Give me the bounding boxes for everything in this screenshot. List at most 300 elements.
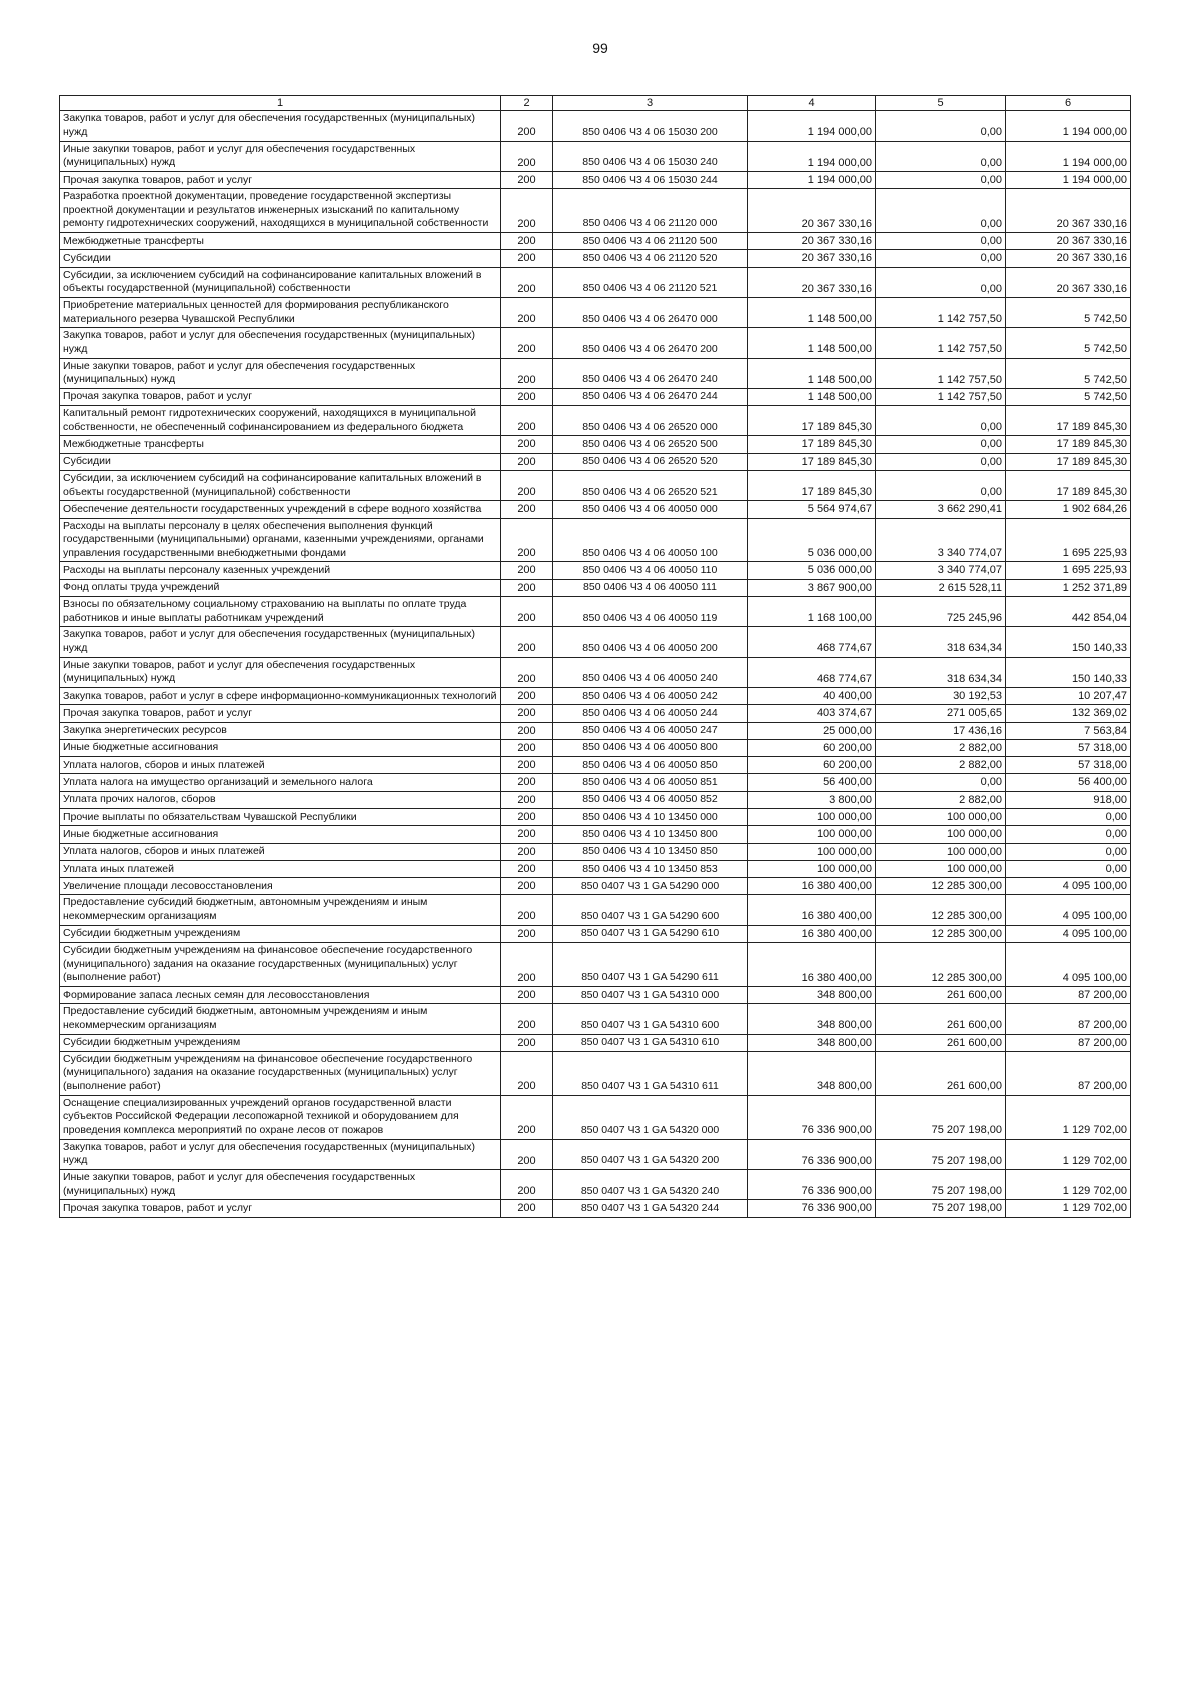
row-description: Закупка товаров, работ и услуг для обеспечения государственных (муниципальных) нужд	[60, 328, 501, 358]
row-amount-col6: 1 902 684,26	[1006, 501, 1131, 518]
column-header: 4	[748, 96, 876, 111]
table-row	[60, 627, 1131, 657]
row-amount-col5: 0,00	[876, 233, 1006, 250]
row-description: Уплата налогов, сборов и иных платежей	[60, 843, 501, 860]
row-amount-col6: 20 367 330,16	[1006, 250, 1131, 267]
row-classification-code: 850 0407 Ч3 1 GA 54290 600	[553, 895, 748, 925]
row-classification-code: 850 0406 Ч3 4 06 40050 850	[553, 757, 748, 774]
row-code-col2: 200	[501, 1095, 553, 1139]
row-amount-col5: 2 882,00	[876, 739, 1006, 756]
row-amount-col5: 3 662 290,41	[876, 501, 1006, 518]
row-code-col2: 200	[501, 1004, 553, 1034]
row-code-col2: 200	[501, 687, 553, 704]
row-code-col2: 200	[501, 774, 553, 791]
row-amount-col4: 5 564 974,67	[748, 501, 876, 518]
row-description: Межбюджетные трансферты	[60, 233, 501, 250]
row-amount-col5: 0,00	[876, 470, 1006, 500]
table-row	[60, 1051, 1131, 1095]
row-classification-code: 850 0406 Ч3 4 06 26470 240	[553, 358, 748, 388]
row-amount-col6: 17 189 845,30	[1006, 453, 1131, 470]
row-amount-col4: 17 189 845,30	[748, 406, 876, 436]
row-description: Межбюджетные трансферты	[60, 436, 501, 453]
row-amount-col4: 56 400,00	[748, 774, 876, 791]
row-amount-col6: 1 194 000,00	[1006, 171, 1131, 188]
column-header: 1	[60, 96, 501, 111]
row-description: Субсидии бюджетным учреждениям на финансовое обеспечение государственного (муниципального) задания на оказание государственных (муниципальных) услуг (выполнение работ)	[60, 1051, 501, 1095]
row-description: Субсидии бюджетным учреждениям на финансовое обеспечение государственного (муниципального) задания на оказание государственных (муниципальных) услуг (выполнение работ)	[60, 943, 501, 987]
page-number: 99	[592, 40, 608, 56]
row-description: Субсидии	[60, 453, 501, 470]
row-description: Уплата налога на имущество организаций и земельного налога	[60, 774, 501, 791]
row-description: Иные закупки товаров, работ и услуг для обеспечения государственных (муниципальных) нужд	[60, 141, 501, 171]
row-description: Прочая закупка товаров, работ и услуг	[60, 171, 501, 188]
row-classification-code: 850 0407 Ч3 1 GA 54310 000	[553, 986, 748, 1003]
row-amount-col5: 0,00	[876, 189, 1006, 233]
row-code-col2: 200	[501, 470, 553, 500]
row-amount-col4: 76 336 900,00	[748, 1169, 876, 1199]
row-amount-col4: 16 380 400,00	[748, 878, 876, 895]
row-amount-col5: 2 615 528,11	[876, 579, 1006, 596]
row-amount-col5: 271 005,65	[876, 705, 1006, 722]
row-amount-col6: 5 742,50	[1006, 388, 1131, 405]
table-row	[60, 705, 1131, 722]
table-row	[60, 1169, 1131, 1199]
row-classification-code: 850 0407 Ч3 1 GA 54290 611	[553, 943, 748, 987]
row-code-col2: 200	[501, 925, 553, 942]
row-code-col2: 200	[501, 808, 553, 825]
row-classification-code: 850 0407 Ч3 1 GA 54290 000	[553, 878, 748, 895]
row-amount-col6: 17 189 845,30	[1006, 406, 1131, 436]
row-amount-col5: 75 207 198,00	[876, 1200, 1006, 1217]
table-row	[60, 757, 1131, 774]
row-amount-col6: 1 252 371,89	[1006, 579, 1131, 596]
row-amount-col6: 5 742,50	[1006, 358, 1131, 388]
row-amount-col6: 87 200,00	[1006, 986, 1131, 1003]
row-amount-col6: 17 189 845,30	[1006, 470, 1131, 500]
row-classification-code: 850 0406 Ч3 4 06 26520 500	[553, 436, 748, 453]
row-code-col2: 200	[501, 757, 553, 774]
row-classification-code: 850 0406 Ч3 4 06 15030 200	[553, 111, 748, 141]
row-code-col2: 200	[501, 657, 553, 687]
row-amount-col5: 3 340 774,07	[876, 518, 1006, 562]
row-description: Приобретение материальных ценностей для формирования республиканского материального резерва Чувашской Республики	[60, 297, 501, 327]
table-row	[60, 925, 1131, 942]
row-code-col2: 200	[501, 1169, 553, 1199]
table-row	[60, 562, 1131, 579]
header-row	[60, 96, 1131, 111]
row-amount-col4: 60 200,00	[748, 739, 876, 756]
row-description: Уплата иных платежей	[60, 860, 501, 877]
table-row	[60, 250, 1131, 267]
row-classification-code: 850 0406 Ч3 4 06 40050 800	[553, 739, 748, 756]
row-classification-code: 850 0406 Ч3 4 06 40050 851	[553, 774, 748, 791]
row-description: Субсидии бюджетным учреждениям	[60, 925, 501, 942]
row-amount-col5: 100 000,00	[876, 808, 1006, 825]
row-code-col2: 200	[501, 826, 553, 843]
table-row	[60, 739, 1131, 756]
row-classification-code: 850 0406 Ч3 4 10 13450 853	[553, 860, 748, 877]
row-amount-col5: 0,00	[876, 141, 1006, 171]
column-header: 2	[501, 96, 553, 111]
row-description: Фонд оплаты труда учреждений	[60, 579, 501, 596]
row-description: Формирование запаса лесных семян для лесовосстановления	[60, 986, 501, 1003]
table-row	[60, 860, 1131, 877]
row-amount-col6: 10 207,47	[1006, 687, 1131, 704]
table-row	[60, 808, 1131, 825]
row-description: Расходы на выплаты персоналу казенных учреждений	[60, 562, 501, 579]
row-code-col2: 200	[501, 518, 553, 562]
row-amount-col5: 100 000,00	[876, 860, 1006, 877]
table-row	[60, 657, 1131, 687]
row-description: Разработка проектной документации, проведение государственной экспертизы проектной документации и результатов инженерных изысканий по капитальному ремонту гидротехнических сооружений, находящихся в муниципальной собственности	[60, 189, 501, 233]
row-code-col2: 200	[501, 1034, 553, 1051]
row-classification-code: 850 0406 Ч3 4 06 26520 000	[553, 406, 748, 436]
row-classification-code: 850 0406 Ч3 4 06 21120 520	[553, 250, 748, 267]
table-row	[60, 791, 1131, 808]
row-amount-col5: 17 436,16	[876, 722, 1006, 739]
row-amount-col6: 17 189 845,30	[1006, 436, 1131, 453]
table-row	[60, 597, 1131, 627]
row-description: Субсидии, за исключением субсидий на софинансирование капитальных вложений в объекты государственной (муниципальной) собственности	[60, 470, 501, 500]
row-amount-col4: 100 000,00	[748, 860, 876, 877]
row-classification-code: 850 0407 Ч3 1 GA 54320 000	[553, 1095, 748, 1139]
row-code-col2: 200	[501, 141, 553, 171]
row-amount-col6: 1 129 702,00	[1006, 1169, 1131, 1199]
row-amount-col6: 5 742,50	[1006, 297, 1131, 327]
row-description: Оснащение специализированных учреждений органов государственной власти субъектов Российской Федерации лесопожарной техникой и оборудованием для проведения комплекса мероприятий по охране лесов от пожаров	[60, 1095, 501, 1139]
row-code-col2: 200	[501, 562, 553, 579]
row-amount-col5: 0,00	[876, 171, 1006, 188]
table-row	[60, 895, 1131, 925]
row-amount-col6: 1 129 702,00	[1006, 1095, 1131, 1139]
row-code-col2: 200	[501, 297, 553, 327]
row-code-col2: 200	[501, 1200, 553, 1217]
row-classification-code: 850 0406 Ч3 4 06 40050 111	[553, 579, 748, 596]
row-amount-col6: 132 369,02	[1006, 705, 1131, 722]
row-amount-col5: 0,00	[876, 250, 1006, 267]
row-amount-col6: 1 194 000,00	[1006, 111, 1131, 141]
row-amount-col5: 0,00	[876, 774, 1006, 791]
row-amount-col6: 20 367 330,16	[1006, 267, 1131, 297]
row-amount-col6: 57 318,00	[1006, 757, 1131, 774]
row-amount-col4: 348 800,00	[748, 1004, 876, 1034]
row-amount-col5: 1 142 757,50	[876, 328, 1006, 358]
column-header: 3	[553, 96, 748, 111]
row-amount-col6: 87 200,00	[1006, 1034, 1131, 1051]
row-amount-col6: 150 140,33	[1006, 627, 1131, 657]
row-amount-col4: 76 336 900,00	[748, 1139, 876, 1169]
row-description: Закупка энергетических ресурсов	[60, 722, 501, 739]
row-amount-col4: 1 194 000,00	[748, 171, 876, 188]
row-amount-col4: 403 374,67	[748, 705, 876, 722]
row-code-col2: 200	[501, 233, 553, 250]
table-row	[60, 687, 1131, 704]
row-amount-col5: 2 882,00	[876, 757, 1006, 774]
row-code-col2: 200	[501, 722, 553, 739]
table-row	[60, 406, 1131, 436]
row-code-col2: 200	[501, 986, 553, 1003]
row-amount-col6: 56 400,00	[1006, 774, 1131, 791]
row-code-col2: 200	[501, 453, 553, 470]
row-amount-col4: 5 036 000,00	[748, 518, 876, 562]
row-description: Иные закупки товаров, работ и услуг для обеспечения государственных (муниципальных) нужд	[60, 358, 501, 388]
row-amount-col4: 468 774,67	[748, 627, 876, 657]
row-description: Увеличение площади лесовосстановления	[60, 878, 501, 895]
row-amount-col4: 1 168 100,00	[748, 597, 876, 627]
row-amount-col4: 20 367 330,16	[748, 233, 876, 250]
row-description: Иные бюджетные ассигнования	[60, 826, 501, 843]
row-code-col2: 200	[501, 627, 553, 657]
table-row	[60, 986, 1131, 1003]
row-description: Иные закупки товаров, работ и услуг для обеспечения государственных (муниципальных) нужд	[60, 657, 501, 687]
row-description: Предоставление субсидий бюджетным, автономным учреждениям и иным некоммерческим организациям	[60, 895, 501, 925]
row-classification-code: 850 0407 Ч3 1 GA 54320 244	[553, 1200, 748, 1217]
row-amount-col5: 75 207 198,00	[876, 1095, 1006, 1139]
row-description: Предоставление субсидий бюджетным, автономным учреждениям и иным некоммерческим организациям	[60, 1004, 501, 1034]
table-row	[60, 388, 1131, 405]
row-amount-col5: 318 634,34	[876, 657, 1006, 687]
row-amount-col6: 4 095 100,00	[1006, 878, 1131, 895]
table-row	[60, 1200, 1131, 1217]
row-amount-col5: 0,00	[876, 453, 1006, 470]
table-row	[60, 453, 1131, 470]
row-amount-col4: 348 800,00	[748, 1034, 876, 1051]
row-classification-code: 850 0406 Ч3 4 06 40050 242	[553, 687, 748, 704]
row-description: Обеспечение деятельности государственных учреждений в сфере водного хозяйства	[60, 501, 501, 518]
row-description: Прочая закупка товаров, работ и услуг	[60, 388, 501, 405]
row-amount-col4: 1 148 500,00	[748, 358, 876, 388]
row-amount-col4: 76 336 900,00	[748, 1095, 876, 1139]
row-code-col2: 200	[501, 705, 553, 722]
row-classification-code: 850 0406 Ч3 4 06 21120 000	[553, 189, 748, 233]
table-row	[60, 436, 1131, 453]
row-amount-col4: 25 000,00	[748, 722, 876, 739]
row-classification-code: 850 0406 Ч3 4 06 21120 500	[553, 233, 748, 250]
row-code-col2: 200	[501, 843, 553, 860]
row-amount-col4: 100 000,00	[748, 843, 876, 860]
row-description: Капитальный ремонт гидротехнических сооружений, находящихся в муниципальной собственности, не обеспеченный софинансированием из федерального бюджета	[60, 406, 501, 436]
row-amount-col5: 100 000,00	[876, 826, 1006, 843]
row-amount-col5: 261 600,00	[876, 986, 1006, 1003]
row-description: Субсидии бюджетным учреждениям	[60, 1034, 501, 1051]
table-row	[60, 470, 1131, 500]
row-amount-col6: 918,00	[1006, 791, 1131, 808]
row-amount-col6: 4 095 100,00	[1006, 943, 1131, 987]
row-classification-code: 850 0406 Ч3 4 06 26520 520	[553, 453, 748, 470]
row-classification-code: 850 0407 Ч3 1 GA 54310 610	[553, 1034, 748, 1051]
row-code-col2: 200	[501, 171, 553, 188]
table-row	[60, 878, 1131, 895]
row-code-col2: 200	[501, 1051, 553, 1095]
row-amount-col4: 100 000,00	[748, 808, 876, 825]
row-amount-col5: 1 142 757,50	[876, 388, 1006, 405]
row-classification-code: 850 0407 Ч3 1 GA 54290 610	[553, 925, 748, 942]
row-amount-col6: 1 129 702,00	[1006, 1200, 1131, 1217]
table-row	[60, 1139, 1131, 1169]
table-row	[60, 843, 1131, 860]
row-amount-col5: 30 192,53	[876, 687, 1006, 704]
row-description: Иные закупки товаров, работ и услуг для обеспечения государственных (муниципальных) нужд	[60, 1169, 501, 1199]
row-amount-col6: 442 854,04	[1006, 597, 1131, 627]
table-row	[60, 518, 1131, 562]
row-amount-col4: 3 800,00	[748, 791, 876, 808]
row-classification-code: 850 0406 Ч3 4 06 40050 110	[553, 562, 748, 579]
row-amount-col5: 100 000,00	[876, 843, 1006, 860]
row-classification-code: 850 0406 Ч3 4 06 40050 240	[553, 657, 748, 687]
row-amount-col6: 20 367 330,16	[1006, 189, 1131, 233]
row-amount-col4: 16 380 400,00	[748, 895, 876, 925]
row-description: Прочая закупка товаров, работ и услуг	[60, 705, 501, 722]
row-code-col2: 200	[501, 111, 553, 141]
row-code-col2: 200	[501, 597, 553, 627]
row-description: Прочая закупка товаров, работ и услуг	[60, 1200, 501, 1217]
row-code-col2: 200	[501, 579, 553, 596]
row-amount-col6: 0,00	[1006, 826, 1131, 843]
table-row	[60, 171, 1131, 188]
row-amount-col6: 7 563,84	[1006, 722, 1131, 739]
table-row	[60, 1004, 1131, 1034]
row-description: Расходы на выплаты персоналу в целях обеспечения выполнения функций государственными (муниципальными) органами, казенными учреждениями, органами управления государственными внебюджетными фондами	[60, 518, 501, 562]
column-header: 6	[1006, 96, 1131, 111]
row-amount-col6: 0,00	[1006, 860, 1131, 877]
row-description: Субсидии	[60, 250, 501, 267]
budget-table	[59, 95, 1131, 1218]
row-classification-code: 850 0406 Ч3 4 06 40050 000	[553, 501, 748, 518]
row-amount-col4: 20 367 330,16	[748, 250, 876, 267]
row-amount-col5: 12 285 300,00	[876, 878, 1006, 895]
row-amount-col6: 5 742,50	[1006, 328, 1131, 358]
row-classification-code: 850 0406 Ч3 4 10 13450 800	[553, 826, 748, 843]
row-classification-code: 850 0407 Ч3 1 GA 54320 240	[553, 1169, 748, 1199]
table-row	[60, 233, 1131, 250]
row-classification-code: 850 0406 Ч3 4 06 26470 200	[553, 328, 748, 358]
row-amount-col6: 20 367 330,16	[1006, 233, 1131, 250]
row-amount-col5: 0,00	[876, 406, 1006, 436]
row-amount-col6: 57 318,00	[1006, 739, 1131, 756]
row-amount-col4: 348 800,00	[748, 1051, 876, 1095]
row-code-col2: 200	[501, 895, 553, 925]
row-amount-col4: 16 380 400,00	[748, 925, 876, 942]
row-code-col2: 200	[501, 189, 553, 233]
row-code-col2: 200	[501, 436, 553, 453]
row-code-col2: 200	[501, 328, 553, 358]
row-classification-code: 850 0407 Ч3 1 GA 54310 611	[553, 1051, 748, 1095]
row-description: Закупка товаров, работ и услуг для обеспечения государственных (муниципальных) нужд	[60, 111, 501, 141]
row-amount-col4: 20 367 330,16	[748, 189, 876, 233]
row-classification-code: 850 0406 Ч3 4 06 40050 244	[553, 705, 748, 722]
row-classification-code: 850 0406 Ч3 4 06 40050 852	[553, 791, 748, 808]
row-amount-col4: 3 867 900,00	[748, 579, 876, 596]
row-classification-code: 850 0406 Ч3 4 06 40050 200	[553, 627, 748, 657]
row-amount-col6: 4 095 100,00	[1006, 895, 1131, 925]
row-amount-col6: 87 200,00	[1006, 1051, 1131, 1095]
row-amount-col4: 17 189 845,30	[748, 453, 876, 470]
row-amount-col4: 20 367 330,16	[748, 267, 876, 297]
row-amount-col4: 1 194 000,00	[748, 111, 876, 141]
row-amount-col4: 76 336 900,00	[748, 1200, 876, 1217]
row-amount-col6: 1 695 225,93	[1006, 518, 1131, 562]
row-classification-code: 850 0406 Ч3 4 06 40050 119	[553, 597, 748, 627]
row-classification-code: 850 0407 Ч3 1 GA 54310 600	[553, 1004, 748, 1034]
row-classification-code: 850 0406 Ч3 4 10 13450 000	[553, 808, 748, 825]
row-amount-col6: 0,00	[1006, 808, 1131, 825]
row-amount-col5: 261 600,00	[876, 1051, 1006, 1095]
row-amount-col4: 468 774,67	[748, 657, 876, 687]
row-amount-col4: 5 036 000,00	[748, 562, 876, 579]
row-amount-col4: 1 148 500,00	[748, 297, 876, 327]
row-amount-col5: 12 285 300,00	[876, 895, 1006, 925]
table-row	[60, 722, 1131, 739]
row-amount-col5: 3 340 774,07	[876, 562, 1006, 579]
row-amount-col4: 60 200,00	[748, 757, 876, 774]
row-amount-col5: 261 600,00	[876, 1034, 1006, 1051]
row-amount-col6: 1 695 225,93	[1006, 562, 1131, 579]
row-classification-code: 850 0406 Ч3 4 10 13450 850	[553, 843, 748, 860]
row-code-col2: 200	[501, 406, 553, 436]
row-amount-col5: 725 245,96	[876, 597, 1006, 627]
row-classification-code: 850 0406 Ч3 4 06 26470 244	[553, 388, 748, 405]
row-amount-col4: 348 800,00	[748, 986, 876, 1003]
table-row	[60, 1095, 1131, 1139]
row-description: Уплата прочих налогов, сборов	[60, 791, 501, 808]
row-code-col2: 200	[501, 860, 553, 877]
row-amount-col6: 0,00	[1006, 843, 1131, 860]
column-header: 5	[876, 96, 1006, 111]
row-code-col2: 200	[501, 739, 553, 756]
row-amount-col5: 2 882,00	[876, 791, 1006, 808]
row-classification-code: 850 0407 Ч3 1 GA 54320 200	[553, 1139, 748, 1169]
row-amount-col5: 0,00	[876, 267, 1006, 297]
row-amount-col4: 100 000,00	[748, 826, 876, 843]
row-amount-col5: 0,00	[876, 436, 1006, 453]
row-amount-col5: 1 142 757,50	[876, 297, 1006, 327]
row-description: Прочие выплаты по обязательствам Чувашской Республики	[60, 808, 501, 825]
row-amount-col6: 87 200,00	[1006, 1004, 1131, 1034]
row-amount-col5: 75 207 198,00	[876, 1139, 1006, 1169]
row-classification-code: 850 0406 Ч3 4 06 21120 521	[553, 267, 748, 297]
row-code-col2: 200	[501, 791, 553, 808]
row-classification-code: 850 0406 Ч3 4 06 26520 521	[553, 470, 748, 500]
row-amount-col4: 1 148 500,00	[748, 328, 876, 358]
table-row	[60, 328, 1131, 358]
row-amount-col4: 16 380 400,00	[748, 943, 876, 987]
table-row	[60, 111, 1131, 141]
row-amount-col4: 40 400,00	[748, 687, 876, 704]
table-row	[60, 579, 1131, 596]
row-amount-col4: 17 189 845,30	[748, 470, 876, 500]
row-code-col2: 200	[501, 1139, 553, 1169]
row-amount-col5: 0,00	[876, 111, 1006, 141]
row-amount-col4: 1 194 000,00	[748, 141, 876, 171]
row-amount-col5: 75 207 198,00	[876, 1169, 1006, 1199]
row-classification-code: 850 0406 Ч3 4 06 40050 100	[553, 518, 748, 562]
row-code-col2: 200	[501, 388, 553, 405]
row-amount-col6: 150 140,33	[1006, 657, 1131, 687]
row-description: Уплата налогов, сборов и иных платежей	[60, 757, 501, 774]
row-code-col2: 200	[501, 250, 553, 267]
table-row	[60, 189, 1131, 233]
row-classification-code: 850 0406 Ч3 4 06 26470 000	[553, 297, 748, 327]
table-row	[60, 141, 1131, 171]
row-classification-code: 850 0406 Ч3 4 06 15030 240	[553, 141, 748, 171]
table-row	[60, 501, 1131, 518]
row-description: Субсидии, за исключением субсидий на софинансирование капитальных вложений в объекты государственной (муниципальной) собственности	[60, 267, 501, 297]
table-row	[60, 358, 1131, 388]
row-amount-col4: 17 189 845,30	[748, 436, 876, 453]
row-description: Закупка товаров, работ и услуг для обеспечения государственных (муниципальных) нужд	[60, 1139, 501, 1169]
table-row	[60, 1034, 1131, 1051]
row-amount-col6: 1 194 000,00	[1006, 141, 1131, 171]
